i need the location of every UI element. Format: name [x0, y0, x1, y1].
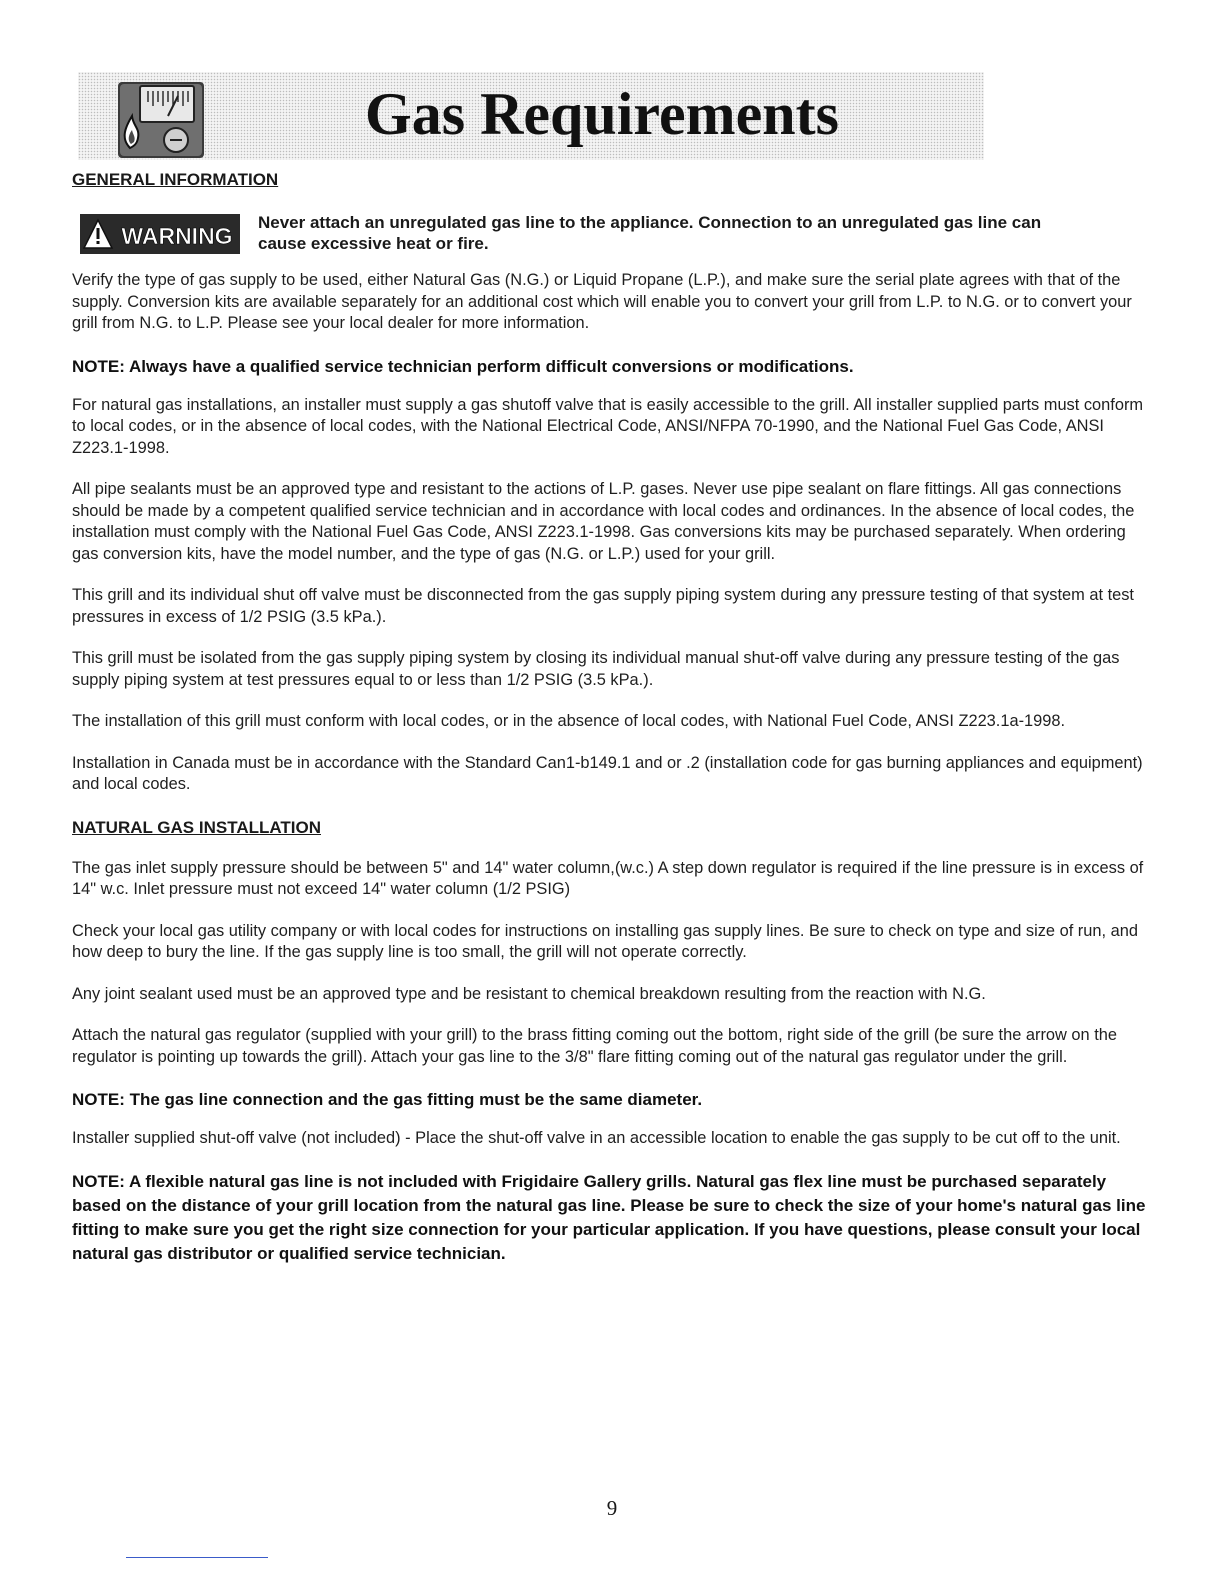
note-same-diameter: NOTE: The gas line connection and the gas fitting must be the same diameter.	[72, 1090, 703, 1109]
paragraph-canada: Installation in Canada must be in accordance with the Standard Can1-b149.1 and or .2 (installation code for gas burning appliances and equipment) and local codes.	[72, 753, 1143, 793]
paragraph-isolate: This grill must be isolated from the gas supply piping system by closing its individual manual shut-off valve during any pressure testing of the gas supply piping system at test pressures equal to or less than 1/2 PSIG (3.5 kPa.).	[72, 649, 1120, 689]
warning-line-2: cause excessive heat or fire.	[258, 234, 489, 253]
paragraph-disconnect: This grill and its individual shut off valve must be disconnected from the gas supply piping system during any pressure testing of that system at test pressures in excess of 1/2 PSIG (3.5 kPa.).	[72, 586, 1134, 626]
page-number: 9	[606, 1496, 618, 1520]
section-heading-general: GENERAL INFORMATION	[72, 170, 279, 189]
note-conversions: NOTE: Always have a qualified service technician perform difficult conversions or modifications.	[72, 356, 854, 376]
paragraph-attach-regulator: Attach the natural gas regulator (supplied with your grill) to the brass fitting coming out the bottom, right side of the grill (be sure the arrow on the regulator is pointing up towards the grill). Attach your gas line to the 3/8" flare fitting coming out of the natural gas regulator under the grill.	[72, 1026, 1117, 1066]
gas-meter-icon	[118, 82, 204, 158]
warning-callout	[80, 212, 1150, 256]
section-heading-natural-gas: NATURAL GAS INSTALLATION	[72, 817, 321, 837]
warning-badge-label: WARNING	[121, 223, 233, 249]
paragraph-sealants: All pipe sealants must be an approved type and resistant to the actions of L.P. gases. Never use pipe sealant on flare fittings. All gas connections should be made by a competent qualified service technician and in accordance with local codes and ordinances. In the absence of local codes, the installation must comply with the National Fuel Gas Code, ANSI Z223.1-1998. Gas conversions kits may be purchased separately. When ordering gas conversion kits, have the model number, and the type of gas (N.G. or L.P.) used for your grill.	[72, 480, 1135, 563]
paragraph-joint-sealant: Any joint sealant used must be an approved type and be resistant to chemical breakdown resulting from the reaction with N.G.	[72, 984, 986, 1003]
paragraph-check-utility: Check your local gas utility company or with local codes for instructions on installing gas supply lines. Be sure to check on type and size of run, and how deep to bury the line. If the gas supply line is too small, the grill will not operate correctly.	[72, 921, 1138, 961]
page-title: Gas Requirements	[365, 81, 839, 147]
paragraph-conform: The installation of this grill must conform with local codes, or in the absence of local codes, with National Fuel Code, ANSI Z223.1a-1998.	[72, 712, 1066, 730]
paragraph-installer-valve: Installer supplied shut-off valve (not included) - Place the shut-off valve in an accessible location to enable the gas supply to be cut off to the unit.	[72, 1129, 1121, 1147]
paragraph-natural-installers: For natural gas installations, an installer must supply a gas shutoff valve that is easily accessible to the grill. All installer supplied parts must conform to local codes, or in the absence of local codes, with the National Electrical Code, ANSI/NFPA 70-1990, and the National Fuel Gas Code, ANSI Z223.1-1998.	[72, 395, 1144, 457]
warning-badge	[80, 212, 240, 256]
note-flex-line: NOTE: A flexible natural gas line is not included with Frigidaire Gallery grills. Natural gas flex line must be purchased separately based on the distance of your grill location from the natural gas line. Please be sure to check the size of your home's natural gas line fitting to make sure you get the right size connection for your particular application. If you have questions, please consult your local natural gas distributor or qualified service technician.	[72, 1171, 1146, 1263]
paragraph-verify: Verify the type of gas supply to be used, either Natural Gas (N.G.) or Liquid Propane (L.P.), and make sure the serial plate agrees with that of the supply. Conversion kits are available separately for an additional cost which will enable you to convert your grill from L.P. to N.G. or to convert your grill from N.G. to L.P. Please see your local dealer for more information.	[72, 271, 1132, 332]
warning-line-1: Never attach an unregulated gas line to the appliance. Connection to an unregulated gas line can	[258, 213, 1042, 232]
paragraph-inlet-pressure: The gas inlet supply pressure should be between 5" and 14" water column,(w.c.) A step down regulator is required if the line pressure is in excess of 14" w.c. Inlet pressure must not exceed 14" water column (1/2 PSIG)	[72, 858, 1144, 898]
document-body	[72, 168, 1150, 1282]
warning-text	[258, 212, 1041, 254]
footer-rule	[126, 1557, 268, 1558]
